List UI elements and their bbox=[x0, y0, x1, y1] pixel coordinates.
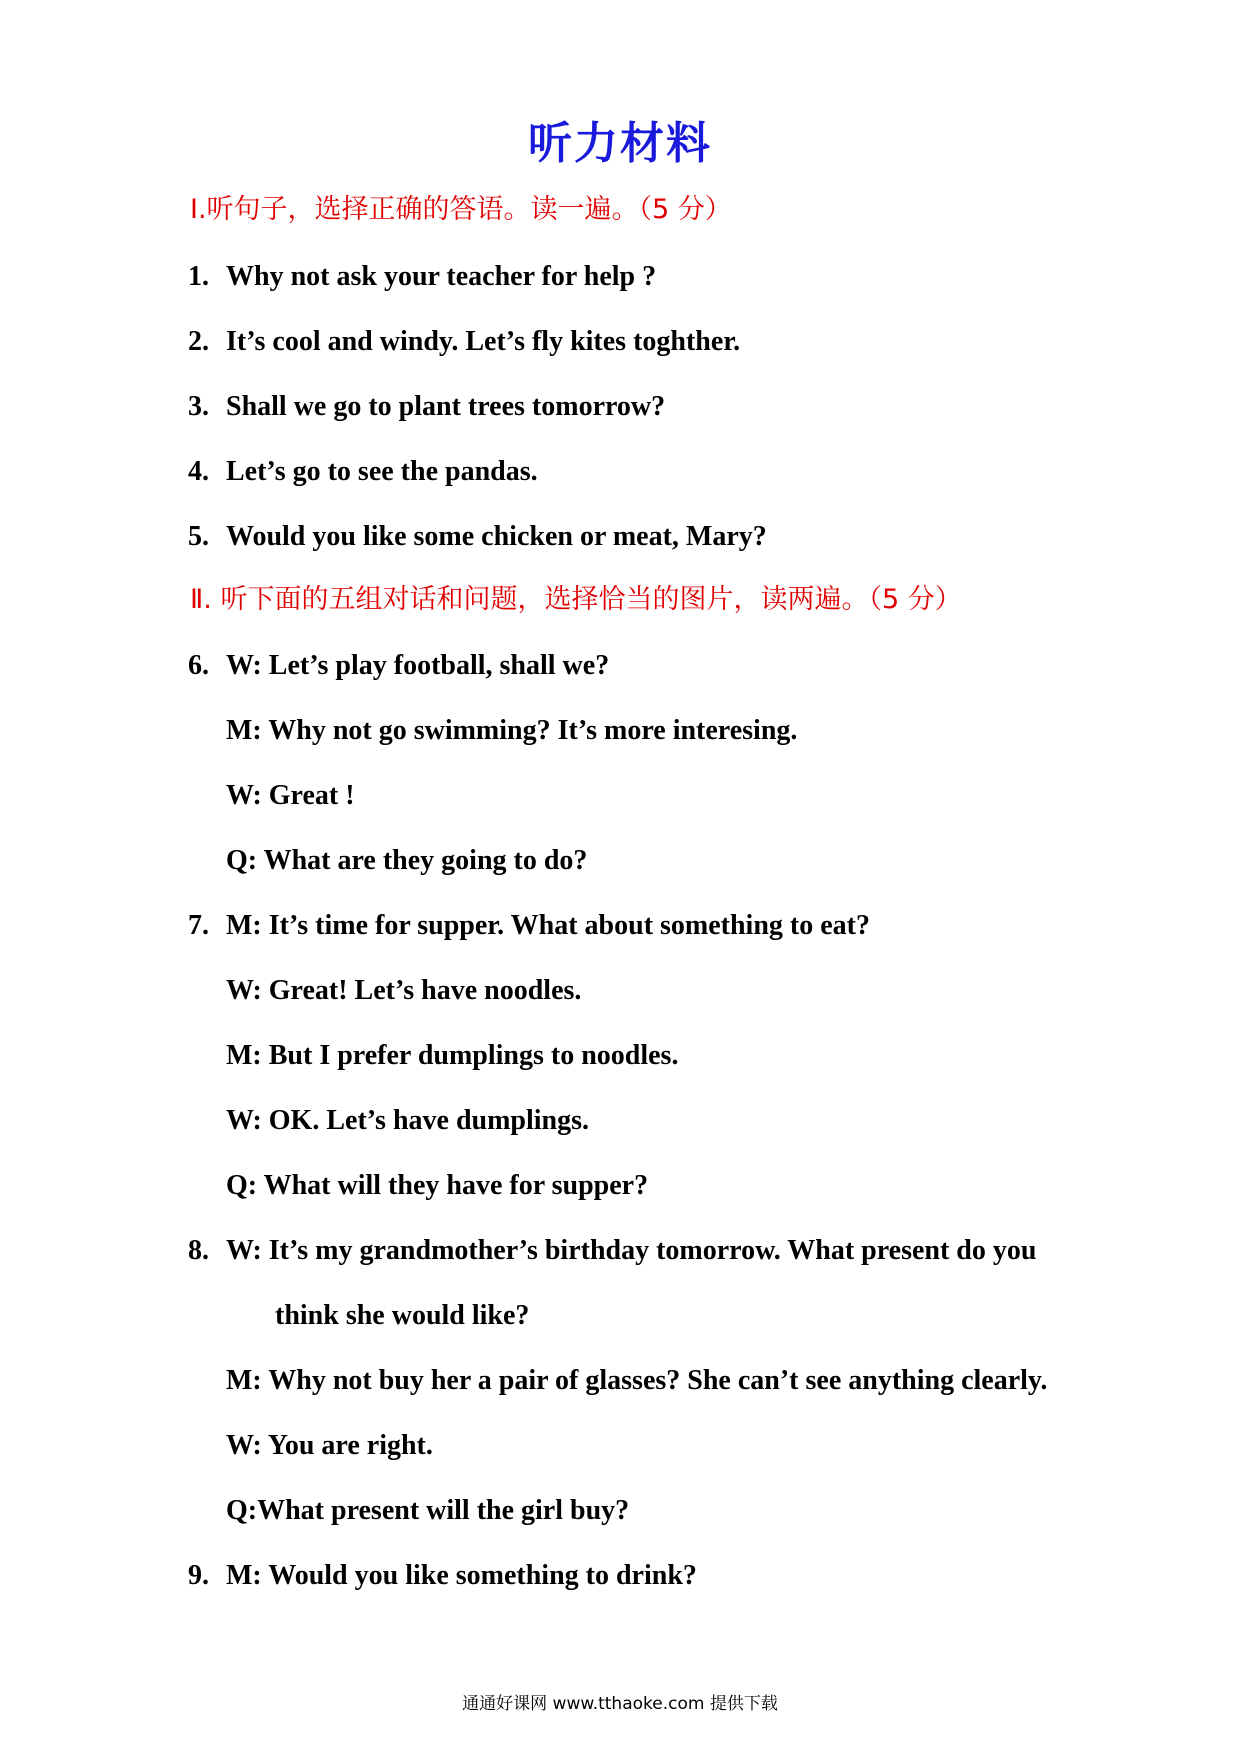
question-number: 1. bbox=[188, 261, 209, 292]
dialogue-7-question: Q: What will they have for supper? bbox=[226, 1170, 649, 1201]
question-1 bbox=[188, 259, 656, 295]
dialogue-8-line-1 bbox=[188, 1233, 1036, 1269]
page-title: 听力材料 bbox=[528, 118, 712, 169]
question-text: Shall we go to plant trees tomorrow? bbox=[226, 391, 666, 422]
dialogue-8-question: Q:What present will the girl buy? bbox=[226, 1495, 630, 1526]
dialogue-8-line-2: M: Why not buy her a pair of glasses? She can’t see anything clearly. bbox=[226, 1365, 1048, 1396]
question-number: 5. bbox=[188, 521, 209, 552]
dialogue-text: W: It’s my grandmother’s birthday tomorrow. What present do you bbox=[226, 1235, 1037, 1266]
question-2 bbox=[188, 324, 740, 360]
section-2-heading: Ⅱ. 听下面的五组对话和问题，选择恰当的图片，读两遍。（5 分） bbox=[190, 584, 962, 615]
question-text: Would you like some chicken or meat, Mary? bbox=[226, 521, 767, 552]
question-number: 7. bbox=[188, 910, 209, 941]
dialogue-6-line-3: W: Great ! bbox=[226, 780, 355, 811]
question-number: 6. bbox=[188, 650, 209, 681]
question-3 bbox=[188, 389, 665, 425]
question-number: 2. bbox=[188, 326, 209, 357]
question-number: 3. bbox=[188, 391, 209, 422]
page-footer: 通通好课网 www.tthaoke.com 提供下载 bbox=[462, 1694, 778, 1714]
dialogue-7-line-1 bbox=[188, 908, 870, 944]
question-text: It’s cool and windy. Let’s fly kites toghther. bbox=[226, 326, 741, 357]
dialogue-text: M: Would you like something to drink? bbox=[226, 1560, 697, 1591]
question-text: Why not ask your teacher for help ? bbox=[226, 261, 657, 292]
dialogue-8-line-1-cont: think she would like? bbox=[275, 1300, 530, 1331]
question-4 bbox=[188, 454, 538, 490]
dialogue-text: W: Let’s play football, shall we? bbox=[226, 650, 610, 681]
dialogue-7-line-2: W: Great! Let’s have noodles. bbox=[226, 975, 582, 1006]
dialogue-6-line-1 bbox=[188, 648, 609, 684]
dialogue-7-line-4: W: OK. Let’s have dumplings. bbox=[226, 1105, 590, 1136]
dialogue-7-line-3: M: But I prefer dumplings to noodles. bbox=[226, 1040, 679, 1071]
dialogue-6-line-2: M: Why not go swimming? It’s more interesing. bbox=[226, 715, 798, 746]
dialogue-text: M: It’s time for supper. What about something to eat? bbox=[226, 910, 870, 941]
question-number: 9. bbox=[188, 1560, 209, 1591]
section-1-heading: Ⅰ.听句子，选择正确的答语。读一遍。（5 分） bbox=[190, 194, 732, 225]
dialogue-8-line-3: W: You are right. bbox=[226, 1430, 433, 1461]
dialogue-6-question: Q: What are they going to do? bbox=[226, 845, 588, 876]
question-text: Let’s go to see the pandas. bbox=[226, 456, 538, 487]
question-5 bbox=[188, 519, 767, 555]
question-number: 8. bbox=[188, 1235, 209, 1266]
question-number: 4. bbox=[188, 456, 209, 487]
dialogue-9-line-1 bbox=[188, 1558, 697, 1594]
